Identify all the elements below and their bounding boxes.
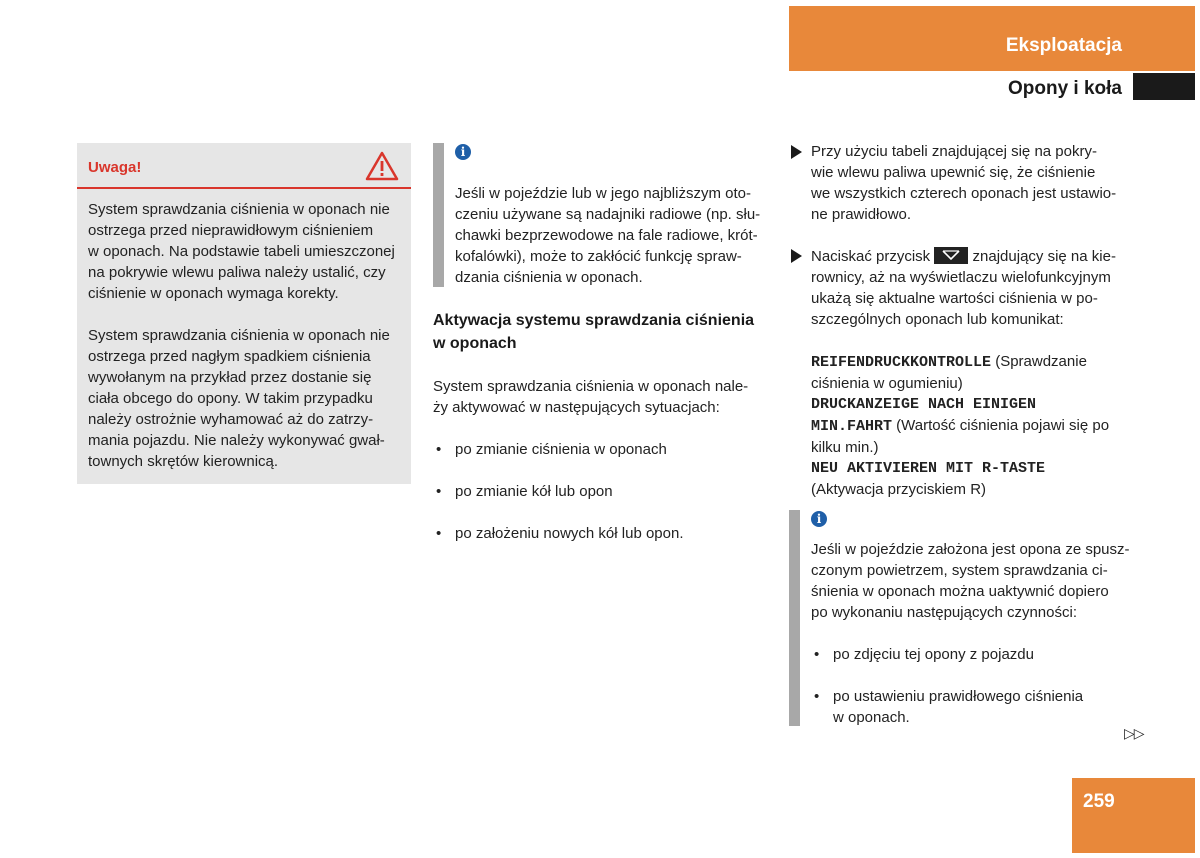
info-icon: i (811, 511, 827, 527)
page-number: 259 (1083, 791, 1115, 812)
section-title: Eksploatacja (1005, 35, 1122, 56)
info-bar-2 (789, 510, 800, 726)
step-2-text: Naciskać przycisk znajdujący się na kie- rownicy, aż na wyświetlaczu wielofunkcyjnym ukażą się aktualne wartości ciśnienia w po- szczególnych oponach lub komunikat: (811, 248, 1116, 328)
page-number-box (1072, 778, 1195, 853)
display-messages: REIFENDRUCKKONTROLLE (Sprawdzanie ciśnienia w ogumieniu) DRUCKANZEIGE NACH EINIGEN MIN.FAHRT (Wartość ciśnienia pojawi się po kilku min.) NEU AKTIVIEREN MIT R-TASTE (Aktywacja przyciskiem R) (811, 353, 1110, 498)
info-bar-1 (433, 143, 444, 287)
warning-divider (77, 187, 411, 189)
warning-triangle-icon (365, 151, 399, 181)
step-arrow-icon (791, 145, 802, 159)
step-arrow-icon (791, 249, 802, 263)
activation-heading: Aktywacja systemu sprawdzania ciśnienia w oponach (433, 312, 755, 352)
info-text-2: Jeśli w pojeździe założona jest opona ze spusz- czonym powietrzem, system sprawdzania ci- śnienia w oponach można uaktywnić dopiero po wykonaniu następujących czynności: (811, 541, 1130, 621)
warning-paragraph-1: System sprawdzania ciśnienia w oponach nie ostrzega przed nieprawidłowym ciśnieniem w oponach. Na podstawie tabeli umieszczonej na pokrywie wlewu paliwa należy ustalić, czy ciśnienie w oponach wymaga korekty. (88, 201, 395, 302)
down-arrow-key-icon (934, 247, 968, 264)
warning-title: Uwaga! (88, 159, 142, 176)
header-marker (1133, 73, 1195, 100)
info-icon: i (455, 144, 471, 160)
activation-intro: System sprawdzania ciśnienia w oponach nale- ży aktywować w następujących sytuacjach: (433, 378, 749, 416)
info-text-1: Jeśli w pojeździe lub w jego najbliższym oto- czeniu używane są nadajniki radiowe (np. słu- chawki bezprzewodowe na fale radiowe, krót- kofalówki), może to zakłócić funkcję spraw- dzania ciśnienia w oponach. (455, 185, 761, 286)
warning-paragraph-2: System sprawdzania ciśnienia w oponach nie ostrzega przed nagłym spadkiem ciśnienia wywołanym na przykład przez dostanie się ciała obcego do opony. W takim przypadku należy ostrożnie wyhamować aż do zatrzy- mania pojazdu. Nie należy wykonywać gwał- townych skrętów kierownicą. (88, 327, 390, 470)
step-1-text: Przy użyciu tabeli znajdującej się na pokry- wie wlewu paliwa upewnić się, że ciśnienie we wszystkich czterech oponach jest ustawio- ne prawidłowo. (811, 143, 1117, 223)
list-item: • po ustawieniu prawidłowego ciśnienia w oponach. (814, 688, 1084, 726)
header-band (789, 6, 1195, 71)
continue-icon: ▷▷ (1124, 725, 1144, 741)
warning-box (77, 143, 411, 484)
subsection-title: Opony i koła (1007, 78, 1122, 99)
